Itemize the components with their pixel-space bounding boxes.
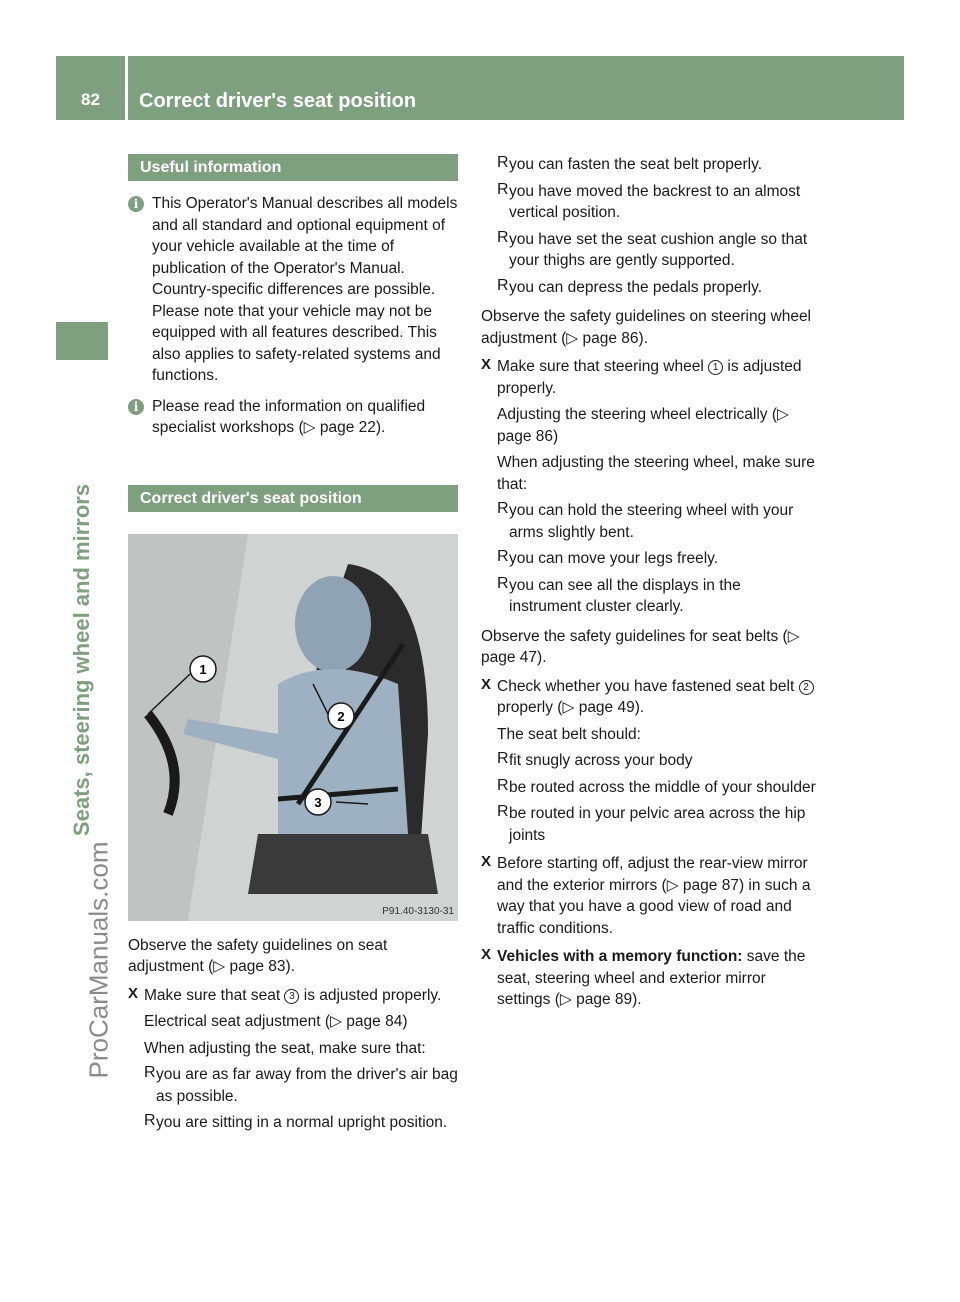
callout-ref: 1 — [708, 360, 723, 375]
list-item — [481, 154, 817, 176]
seat-guidelines-text: Observe the safety guidelines on seat adjustment (▷ page 83). — [128, 936, 388, 975]
step-adjust-seat — [128, 985, 458, 1007]
bullet-marker-icon: R — [497, 500, 509, 517]
section-label: Seats, steering wheel and mirrors — [69, 483, 94, 837]
step-marker-icon: X — [481, 946, 492, 963]
callout-1: 1 — [199, 661, 207, 677]
step-text-part: properly (▷ page 49). — [497, 699, 645, 716]
list-item — [481, 750, 817, 772]
list-item — [481, 548, 817, 570]
step-text-part: Make sure that steering wheel — [497, 358, 709, 375]
electrical-seat-ref: Electrical seat adjustment (▷ page 84) — [144, 1013, 408, 1030]
bullet-marker-icon: R — [497, 154, 509, 171]
callout-ref: 2 — [799, 680, 814, 695]
step-text: Before starting off, adjust the rear-view mirror and the exterior mirrors (▷ page 87) in such a way that you have a good view of road and traffic conditions. — [497, 855, 811, 937]
bullet-marker-icon: R — [497, 180, 509, 198]
callout-3: 3 — [314, 794, 322, 810]
header-divider — [125, 56, 128, 120]
step-text — [144, 985, 441, 1007]
figure-code: P91.40-3130-31 — [382, 905, 454, 917]
useful-info-heading: Useful information — [128, 154, 458, 181]
bullet-marker-icon: R — [144, 1064, 156, 1081]
belt-guidelines-text: Observe the safety guidelines for seat belts (▷ page 47). — [481, 627, 800, 666]
step-text — [497, 676, 817, 719]
when-adjusting-steering: When adjusting the steering wheel, make sure that: — [497, 454, 815, 493]
list-item-text: you are sitting in a normal upright position. — [156, 1114, 448, 1131]
list-item-text: you can depress the pedals properly. — [509, 278, 763, 296]
list-item-text: you can see all the displays in the instrument cluster clearly. — [509, 576, 741, 615]
callout-2: 2 — [337, 708, 345, 724]
list-item-text: you have moved the backrest to an almost vertical position. — [509, 182, 801, 221]
page-number: 82 — [81, 90, 100, 109]
bullet-marker-icon: R — [497, 548, 509, 565]
list-item — [481, 803, 817, 846]
list-item — [481, 500, 817, 543]
section-tab — [56, 322, 108, 360]
list-item — [481, 777, 817, 799]
bullet-marker-icon: R — [497, 276, 509, 294]
callout-ref: 3 — [284, 989, 299, 1004]
list-item — [481, 181, 817, 224]
info-icon: i — [128, 399, 144, 415]
bullet-marker-icon: R — [144, 1112, 156, 1129]
list-item-text: be routed in your pelvic area across the hip joints — [509, 805, 806, 844]
step-text-part: is adjusted properly. — [497, 358, 802, 397]
dummy-torso — [278, 669, 408, 834]
step-text-part: is adjusted properly. — [299, 986, 442, 1004]
list-item — [481, 575, 817, 618]
dummy-head — [295, 576, 371, 672]
step-text-bold: Vehicles with a memory function: — [497, 948, 743, 965]
step-text — [497, 356, 817, 399]
step-check-belt — [481, 676, 817, 719]
steering-guidelines-text: Observe the safety guidelines on steering wheel adjustment (▷ page 86). — [481, 308, 812, 347]
info-icon: i — [128, 196, 144, 212]
step-marker-icon: X — [481, 356, 492, 373]
list-item-text: you have set the seat cushion angle so that your thighs are gently supported. — [509, 230, 808, 269]
seat-position-heading: Correct driver's seat position — [128, 485, 458, 512]
watermark: ProCarManuals.com — [83, 841, 114, 1079]
list-item-text: be routed across the middle of your shoulder — [509, 778, 816, 796]
step-adjust-steering — [481, 356, 817, 399]
list-item — [128, 1112, 458, 1134]
list-item-text: you can fasten the seat belt properly. — [509, 156, 763, 173]
list-item — [481, 277, 817, 299]
list-item-text: you can hold the steering wheel with your arms slightly bent. — [509, 502, 794, 541]
info-note — [128, 396, 458, 439]
page-title: Correct driver's seat position — [139, 90, 417, 112]
list-item — [481, 229, 817, 272]
bullet-marker-icon: R — [497, 803, 509, 820]
bullet-marker-icon: R — [497, 574, 509, 592]
when-adjusting-seat: When adjusting the seat, make sure that: — [144, 1039, 426, 1057]
list-item — [128, 1064, 458, 1107]
seat-cushion — [248, 834, 438, 894]
step-memory-function — [481, 946, 817, 1011]
step-text-part: Make sure that seat — [144, 986, 285, 1004]
info-note-text: Please read the information on qualified specialist workshops (▷ page 22). — [152, 397, 426, 436]
bullet-marker-icon: R — [497, 228, 509, 246]
seat-position-figure — [128, 534, 458, 921]
bullet-marker-icon: R — [497, 750, 509, 767]
belt-should-text: The seat belt should: — [497, 725, 641, 743]
info-note — [128, 193, 458, 387]
step-adjust-mirrors — [481, 853, 817, 939]
step-marker-icon: X — [481, 675, 492, 693]
electrical-steering-ref: Adjusting the steering wheel electrically (▷ page 86) — [497, 406, 789, 445]
bullet-marker-icon: R — [497, 776, 509, 794]
step-text-part: Check whether you have fastened seat belt — [497, 677, 799, 695]
list-item-text: fit snugly across your body — [509, 752, 693, 769]
seat-illustration — [128, 534, 458, 921]
step-marker-icon: X — [481, 853, 492, 870]
info-note-text: This Operator's Manual describes all models and all standard and optional equipment of your vehicle available at the time of publication of the Operator's Manual. Country-specific differences are possible. Please note that your vehicle may not be equipped with all features described. This also applies to safety-related systems and functions. — [152, 195, 458, 384]
left-column — [128, 154, 458, 1134]
list-item-text: you can move your legs freely. — [509, 550, 719, 567]
step-text — [497, 946, 817, 1011]
list-item-text: you are as far away from the driver's air bag as possible. — [156, 1066, 458, 1105]
step-marker-icon: X — [128, 984, 139, 1002]
right-column — [481, 154, 817, 1011]
step-text-part: save the seat, steering wheel and exterior mirror settings (▷ page 89). — [497, 948, 806, 1008]
